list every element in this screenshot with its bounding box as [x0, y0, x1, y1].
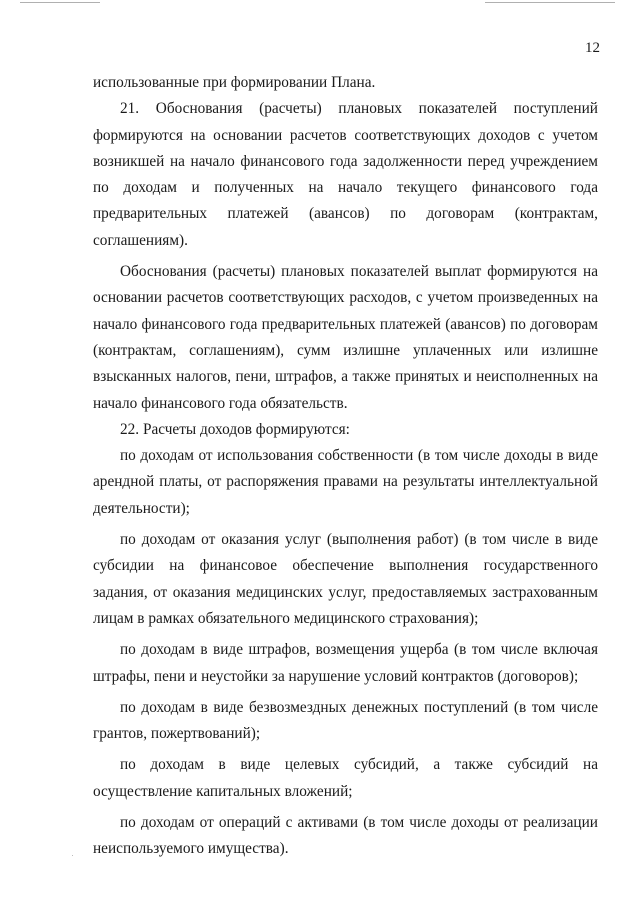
page-number: 12 — [585, 40, 600, 56]
scan-top-edge-left — [20, 2, 100, 3]
list-item-property-income: по доходам от использования собственности (в том числе доходы в виде арендной платы, от распоряжения правами на результаты интеллектуальной деятельности); — [93, 447, 598, 517]
scan-top-edge-right — [485, 2, 615, 3]
list-item-subsidies-income: по доходам в виде целевых субсидий, а также субсидий на осуществление капитальных вложений; — [93, 756, 598, 800]
paragraph-expense-justification: Обоснования (расчеты) плановых показателей выплат формируются на основании расчетов соответствующих расходов, с учетом произведенных на начало финансового года предварительных платежей (авансов) по договорам (контрактам, соглашениям), сумм излишне уплаченных или излишне взысканных налогов, пени, штрафов, а также принятых и неисполненных на начало финансового года обязательств. — [93, 263, 598, 412]
paragraph-21: 21. Обоснования (расчеты) плановых показателей поступлений формируются на основании расчетов соответствующих доходов с учетом возникшей на начало финансового года задолженности перед учреждением по доходам и полученных на начало текущего финансового года предварительных платежей (авансов) по договорам (контрактам, соглашениям). — [93, 100, 598, 249]
document-body — [93, 70, 598, 863]
list-item-grants-income: по доходам в виде безвозмездных денежных поступлений (в том числе грантов, пожертвований); — [93, 698, 598, 743]
scan-speck — [72, 855, 73, 856]
paragraph-22-heading: 22. Расчеты доходов формируются: — [120, 420, 350, 438]
list-item-services-income: по доходам от оказания услуг (выполнения работ) (в том числе в виде субсидии на финансовое обеспечение выполнения государственного задания, от оказания медицинских услуг, предоставляемых застрахованным лицам в рамках обязательного медицинского страхования); — [93, 531, 598, 627]
list-item-assets-income: по доходам от операций с активами (в том числе доходы от реализации неиспользуемого имущества). — [93, 814, 598, 858]
paragraph-continuation: использованные при формировании Плана. — [93, 74, 376, 91]
list-item-fines-income: по доходам в виде штрафов, возмещения ущерба (в том числе включая штрафы, пени и неустойки за нарушение условий контрактов (договоров); — [93, 641, 598, 685]
